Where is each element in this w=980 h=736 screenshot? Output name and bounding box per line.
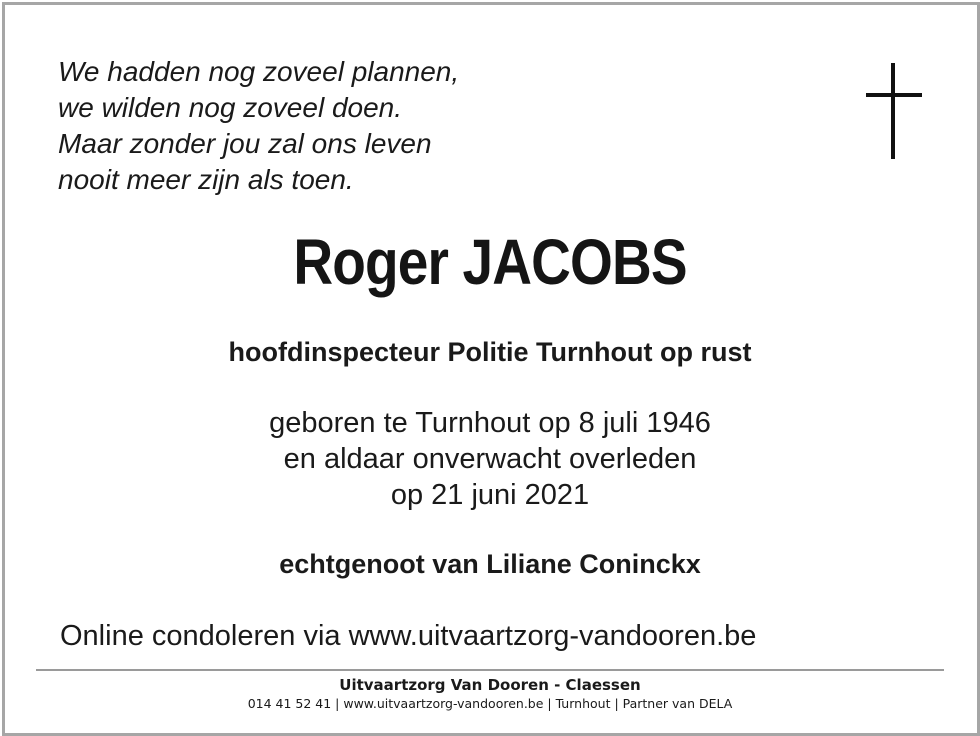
funeral-home-name: Uitvaartzorg Van Dooren - Claessen bbox=[339, 676, 641, 694]
poem-line: we wilden nog zoveel doen. bbox=[58, 92, 403, 123]
poem-line: We hadden nog zoveel plannen, bbox=[58, 56, 460, 87]
birth-death-dates bbox=[0, 405, 980, 513]
cross-vertical-bar bbox=[891, 63, 895, 159]
date-line: en aldaar onverwacht overleden bbox=[283, 443, 697, 475]
poem-line: nooit meer zijn als toen. bbox=[58, 164, 354, 195]
spouse-line: echtgenoot van Liliane Coninckx bbox=[279, 549, 701, 579]
poem-line: Maar zonder jou zal ons leven bbox=[58, 128, 432, 159]
online-condolence-text: Online condoleren via www.uitvaartzorg-vandooren.be bbox=[60, 620, 757, 652]
footer-divider bbox=[36, 669, 944, 671]
cross-icon bbox=[866, 63, 922, 159]
poem bbox=[58, 54, 459, 198]
date-line: op 21 juni 2021 bbox=[390, 479, 590, 511]
date-line: geboren te Turnhout op 8 juli 1946 bbox=[269, 407, 711, 439]
deceased-title: hoofdinspecteur Politie Turnhout op rust bbox=[228, 337, 752, 367]
cross-horizontal-bar bbox=[866, 93, 922, 97]
funeral-home-contact: 014 41 52 41 | www.uitvaartzorg-vandooren.be | Turnhout | Partner van DELA bbox=[247, 696, 733, 711]
deceased-name: Roger JACOBS bbox=[293, 226, 687, 298]
